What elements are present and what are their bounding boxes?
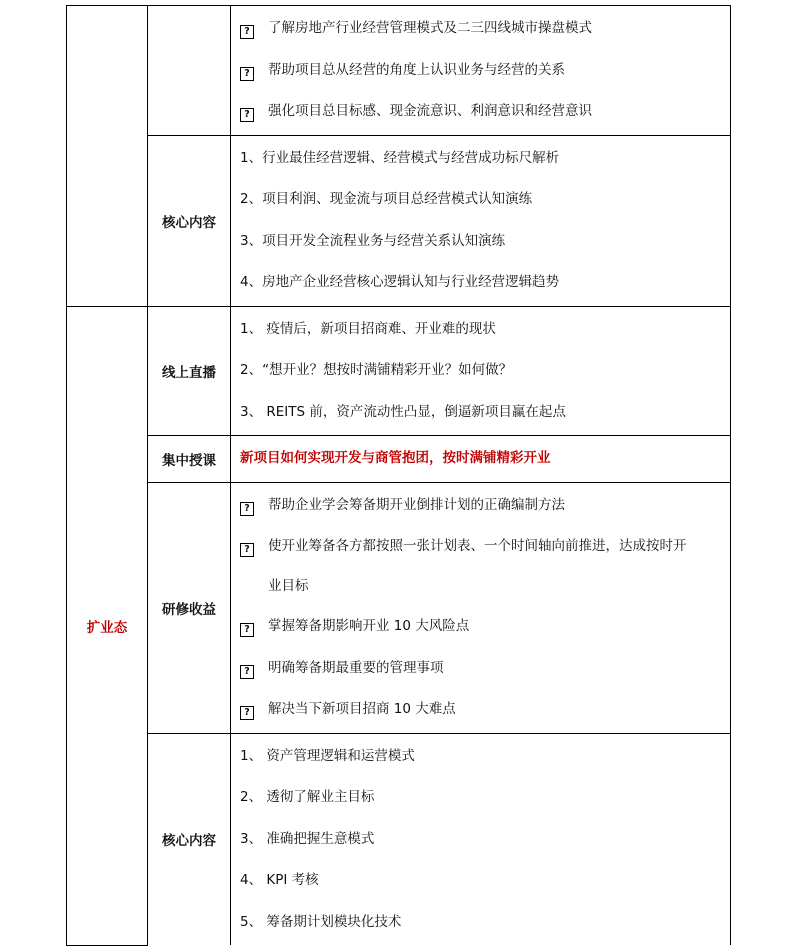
table-row [67,306,731,436]
list-item: 2、 透彻了解业主目标 [240,789,375,805]
list-item: ? 掌握筹备期影响开业 10 大风险点 [240,606,730,648]
list-item: 3、项目开发全流程业务与经营关系认知演练 [240,232,506,249]
checkbox-icon: ? [240,623,254,637]
row-label-gains: 研修收益 [148,482,231,733]
list-item-continuation: 业目标 [268,578,309,594]
core-content-list-2 [231,733,731,945]
table-row [67,135,731,306]
list-item: ? 解决当下新项目招商 10 大难点 [240,689,730,731]
list-item: 1、 疫情后，新项目招商难、开业难的现状 [240,320,496,337]
row-label-core: 核心内容 [148,135,231,306]
list-item: 2、项目利润、现金流与项目总经营模式认知演练 [240,191,533,207]
list-item: 4、房地产企业经营核心逻辑认知与行业经营逻辑趋势 [240,274,560,290]
row-label-focus: 集中授课 [148,436,231,483]
course-table [66,5,731,946]
gains-list [231,482,731,733]
section-name-cell [67,6,148,307]
row-label-core-2: 核心内容 [148,733,231,945]
focus-content [231,436,731,483]
table-row [67,482,731,733]
list-item: 3、 REITS 前，资产流动性凸显，倒逼新项目赢在起点 [240,403,566,420]
list-item: ? 明确筹备期最重要的管理事项 [240,648,730,690]
checkbox-icon: ? [240,502,254,516]
list-item: 5、 筹备期计划模块化技术 [240,913,402,930]
checkbox-icon: ? [240,706,254,720]
table-row [67,6,731,136]
checkbox-icon: ? [240,25,254,39]
list-item: ? 帮助企业学会筹备期开业倒排计划的正确编制方法 [240,485,730,527]
list-item: 3、 准确把握生意模式 [240,830,375,847]
list-item: ? 了解房地产行业经营管理模式及二三四线城市操盘模式 [240,8,730,50]
goals-list [231,6,731,136]
list-item: ? 帮助项目总从经营的角度上认识业务与经营的关系 [240,50,730,92]
list-item: ? 使开业筹备各方都按照一张计划表、一个时间轴向前推进，达成按时开 [240,526,730,566]
list-item: 1、 资产管理逻辑和运营模式 [240,747,415,764]
checkbox-icon: ? [240,665,254,679]
row-label-cell [148,6,231,136]
focus-text: 新项目如何实现开发与商管抱团，按时满铺精彩开业 [240,450,551,466]
list-item: 1、行业最佳经营逻辑、经营模式与经营成功标尺解析 [240,149,560,166]
checkbox-icon: ? [240,67,254,81]
checkbox-icon: ? [240,543,254,557]
table-row [67,733,731,945]
list-item: 4、 KPI 考核 [240,872,319,888]
list-item: ? 强化项目总目标感、现金流意识、利润意识和经营意识 [240,91,730,133]
live-content-list [231,306,731,436]
row-label-live: 线上直播 [148,306,231,436]
section-name-expand: 扩业态 [67,306,148,945]
list-item: 2、“想开业？想按时满铺精彩开业？如何做？ [240,362,513,378]
core-content-list [231,135,731,306]
checkbox-icon: ? [240,108,254,122]
table-row [67,436,731,483]
